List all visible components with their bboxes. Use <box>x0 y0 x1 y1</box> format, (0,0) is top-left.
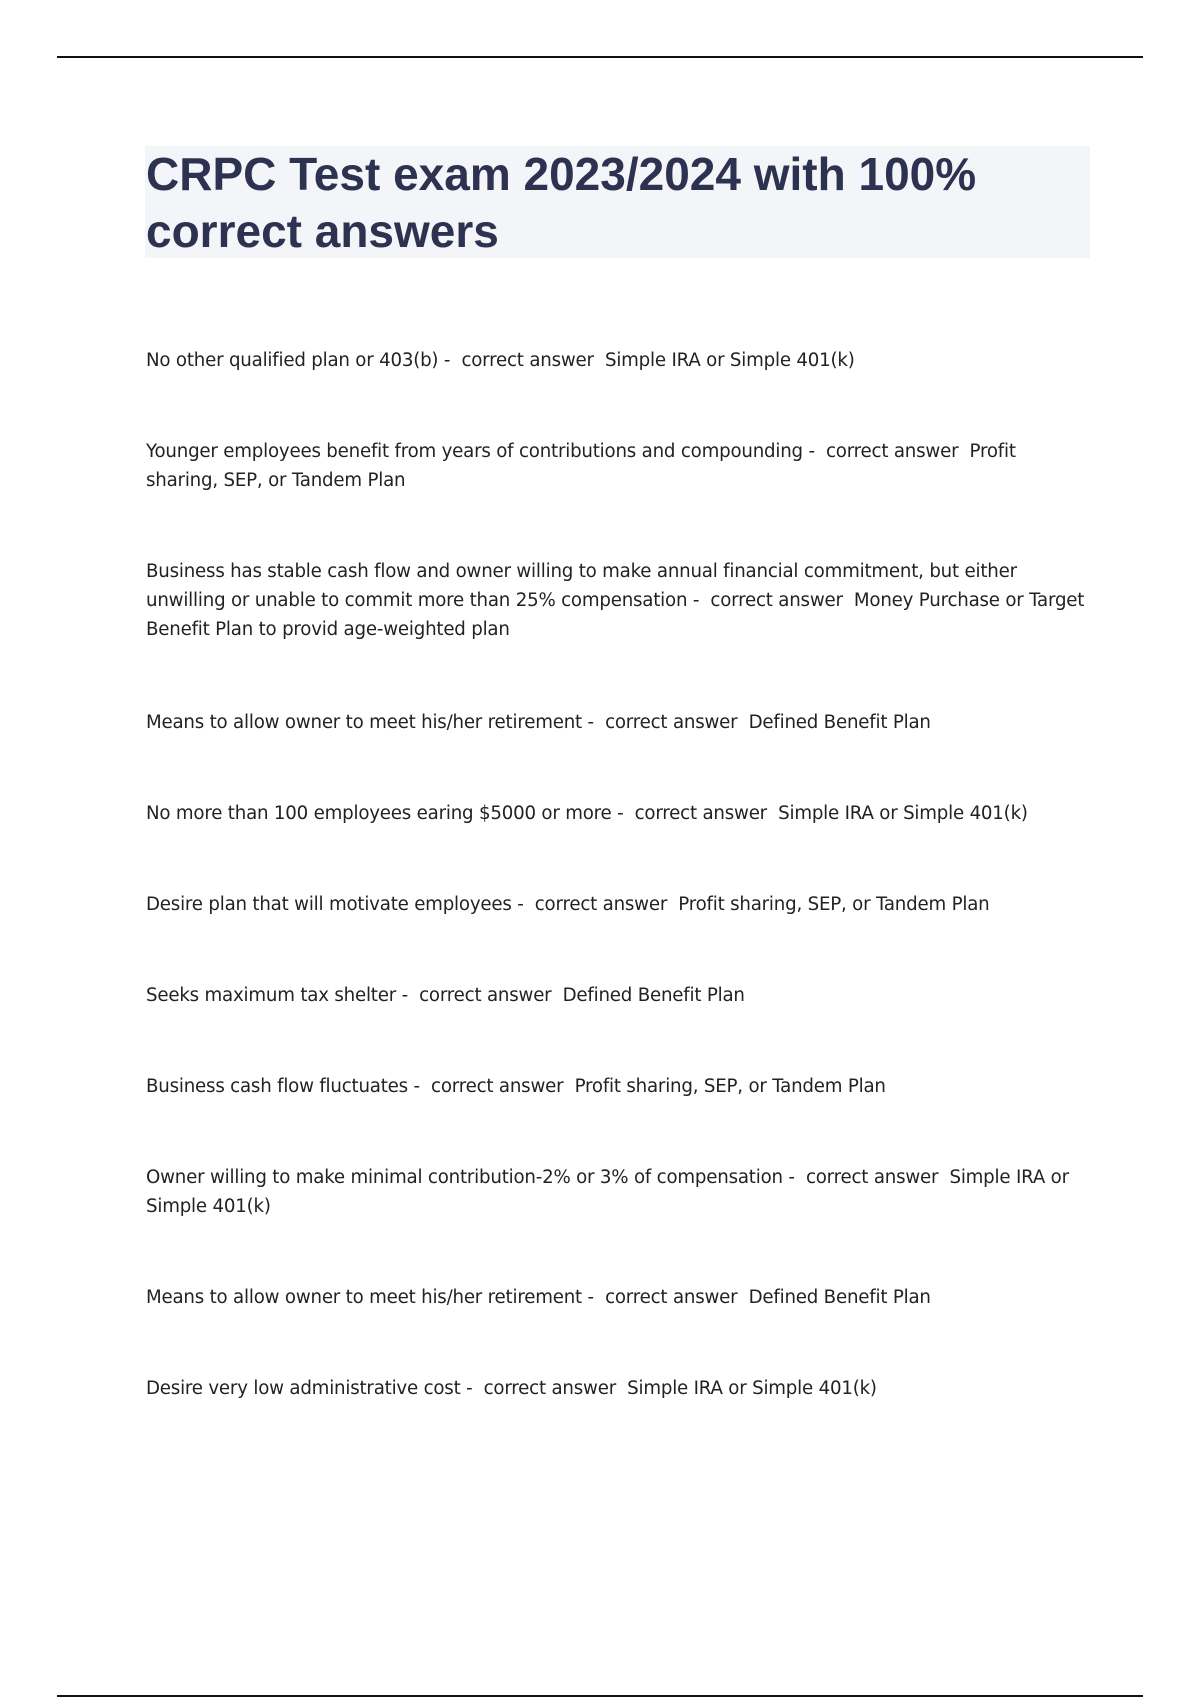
answer-text: Simple IRA or Simple 401(k) <box>778 803 1028 824</box>
question-text: Owner willing to make minimal contribution-2% or 3% of compensation <box>146 1167 783 1188</box>
answer-separator: - correct answer <box>802 441 970 462</box>
answer-text: Simple IRA or Simple 401(k) <box>604 350 855 371</box>
qa-item <box>146 557 1086 644</box>
answer-separator: - correct answer <box>687 590 854 611</box>
answer-text: Money Purchase or Target Benefit Plan to provid age-weighted plan <box>146 590 1085 640</box>
answer-separator: - correct answer <box>438 350 605 371</box>
qa-item <box>146 1072 1086 1101</box>
qa-item <box>146 437 1086 495</box>
question-text: Business has stable cash flow and owner willing to make annual financial commitment, but either unwilling or unable to commit more than 25% compensation <box>146 561 1017 611</box>
answer-text: Simple IRA or Simple 401(k) <box>627 1378 877 1399</box>
answer-text: Profit sharing, SEP, or Tandem Plan <box>678 894 990 915</box>
question-text: No other qualified plan or 403(b) <box>146 350 439 371</box>
answer-separator: - correct answer <box>581 1287 749 1308</box>
question-text: Business cash flow fluctuates <box>146 1076 408 1097</box>
question-text: No more than 100 employees earing $5000 or more <box>146 803 612 824</box>
answer-text: Defined Benefit Plan <box>748 1287 931 1308</box>
bottom-rule <box>57 1695 1143 1697</box>
qa-item <box>146 1163 1086 1221</box>
qa-item <box>146 1283 1086 1312</box>
qa-item <box>146 981 1086 1010</box>
answer-separator: - correct answer <box>396 985 563 1006</box>
answer-text: Defined Benefit Plan <box>748 712 931 733</box>
answer-separator: - correct answer <box>782 1167 950 1188</box>
answer-text: Profit sharing, SEP, or Tandem Plan <box>574 1076 886 1097</box>
answer-separator: - correct answer <box>581 712 749 733</box>
answer-separator: - correct answer <box>511 894 679 915</box>
qa-item <box>146 799 1086 828</box>
question-text: Means to allow owner to meet his/her retirement <box>146 1287 582 1308</box>
question-text: Means to allow owner to meet his/her retirement <box>146 712 582 733</box>
question-text: Seeks maximum tax shelter <box>146 985 396 1006</box>
question-text: Desire plan that will motivate employees <box>146 894 512 915</box>
answer-text: Profit sharing, SEP, or Tandem Plan <box>146 441 1016 491</box>
answer-text: Defined Benefit Plan <box>562 985 745 1006</box>
qa-item <box>146 708 1086 737</box>
top-rule <box>57 56 1143 58</box>
answer-separator: - correct answer <box>460 1378 628 1399</box>
answer-separator: - correct answer <box>407 1076 575 1097</box>
qa-item <box>146 890 1086 919</box>
question-text: Younger employees benefit from years of contributions and compounding <box>146 441 803 462</box>
answer-separator: - correct answer <box>611 803 779 824</box>
qa-item <box>146 1374 1086 1403</box>
answer-text: Simple IRA or Simple 401(k) <box>146 1167 1069 1217</box>
qa-item <box>146 346 1086 375</box>
document-title: CRPC Test exam 2023/2024 with 100% correct answers <box>146 148 977 257</box>
question-text: Desire very low administrative cost <box>146 1378 461 1399</box>
